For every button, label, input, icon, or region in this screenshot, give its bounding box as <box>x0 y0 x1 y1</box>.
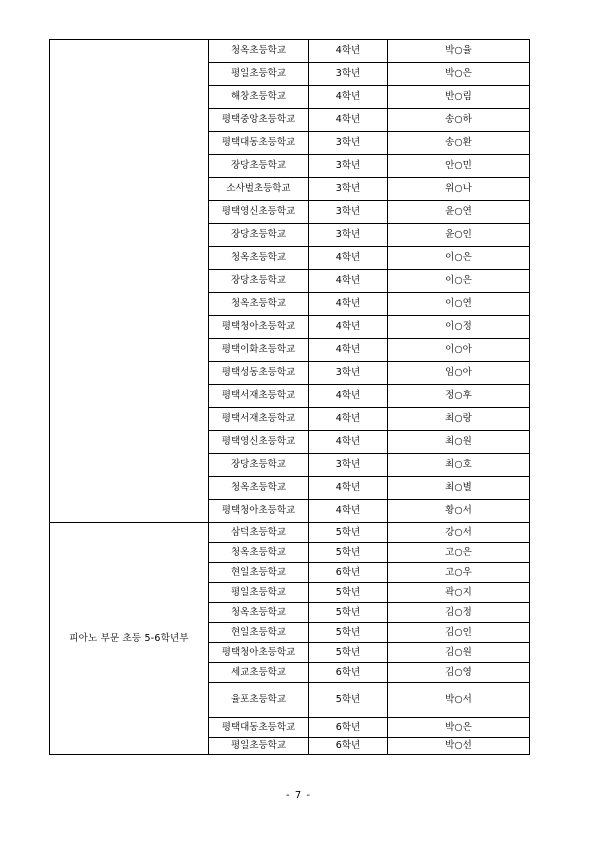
name-cell: 이○정 <box>388 316 530 339</box>
grade-cell: 5학년 <box>309 543 388 563</box>
name-cell: 김○영 <box>388 663 530 683</box>
name-cell: 박○율 <box>388 40 530 63</box>
school-cell: 평일초등학교 <box>209 583 309 603</box>
grade-cell: 6학년 <box>309 738 388 755</box>
name-cell: 곽○지 <box>388 583 530 603</box>
school-cell: 평택청아초등학교 <box>209 500 309 523</box>
school-cell: 삼덕초등학교 <box>209 523 309 543</box>
grade-cell: 4학년 <box>309 247 388 270</box>
grade-cell: 6학년 <box>309 663 388 683</box>
grade-cell: 4학년 <box>309 109 388 132</box>
school-cell: 소사벌초등학교 <box>209 178 309 201</box>
grade-cell: 4학년 <box>309 385 388 408</box>
grade-cell: 3학년 <box>309 454 388 477</box>
school-cell: 장당초등학교 <box>209 155 309 178</box>
school-cell: 평택중앙초등학교 <box>209 109 309 132</box>
school-cell: 평택청아초등학교 <box>209 316 309 339</box>
grade-cell: 3학년 <box>309 178 388 201</box>
grade-cell: 3학년 <box>309 201 388 224</box>
name-cell: 송○환 <box>388 132 530 155</box>
school-cell: 평택대동초등학교 <box>209 132 309 155</box>
school-cell: 율포초등학교 <box>209 683 309 718</box>
table-row <box>50 523 530 543</box>
name-cell: 정○후 <box>388 385 530 408</box>
name-cell: 최○호 <box>388 454 530 477</box>
name-cell: 안○민 <box>388 155 530 178</box>
name-cell: 송○하 <box>388 109 530 132</box>
grade-cell: 3학년 <box>309 63 388 86</box>
name-cell: 황○서 <box>388 500 530 523</box>
grade-cell: 4학년 <box>309 431 388 454</box>
school-cell: 청옥초등학교 <box>209 293 309 316</box>
school-cell: 평택대동초등학교 <box>209 718 309 738</box>
page-number: - 7 - <box>286 790 311 801</box>
name-cell: 김○정 <box>388 603 530 623</box>
grade-cell: 4학년 <box>309 408 388 431</box>
grade-cell: 5학년 <box>309 623 388 643</box>
school-cell: 청옥초등학교 <box>209 543 309 563</box>
award-roster-table <box>49 39 530 755</box>
school-cell: 평택서재초등학교 <box>209 408 309 431</box>
name-cell: 최○별 <box>388 477 530 500</box>
grade-cell: 5학년 <box>309 603 388 623</box>
grade-cell: 4학년 <box>309 40 388 63</box>
school-cell: 평택청아초등학교 <box>209 643 309 663</box>
grade-cell: 4학년 <box>309 477 388 500</box>
name-cell: 이○연 <box>388 293 530 316</box>
school-cell: 평택영신초등학교 <box>209 201 309 224</box>
school-cell: 장당초등학교 <box>209 224 309 247</box>
name-cell: 임○아 <box>388 362 530 385</box>
school-cell: 장당초등학교 <box>209 270 309 293</box>
grade-cell: 4학년 <box>309 500 388 523</box>
name-cell: 최○원 <box>388 431 530 454</box>
school-cell: 평일초등학교 <box>209 738 309 755</box>
grade-cell: 3학년 <box>309 362 388 385</box>
school-cell: 청옥초등학교 <box>209 247 309 270</box>
school-cell: 해창초등학교 <box>209 86 309 109</box>
grade-cell: 3학년 <box>309 155 388 178</box>
name-cell: 고○우 <box>388 563 530 583</box>
grade-cell: 5학년 <box>309 583 388 603</box>
name-cell: 이○아 <box>388 339 530 362</box>
school-cell: 평택이화초등학교 <box>209 339 309 362</box>
name-cell: 이○은 <box>388 247 530 270</box>
grade-cell: 4학년 <box>309 86 388 109</box>
category-cell: 피아노 부문 초등 5-6학년부 <box>50 523 209 755</box>
roster-body <box>50 40 530 755</box>
school-cell: 평택성동초등학교 <box>209 362 309 385</box>
category-cell <box>50 40 209 523</box>
name-cell: 반○림 <box>388 86 530 109</box>
grade-cell: 4학년 <box>309 270 388 293</box>
school-cell: 현일초등학교 <box>209 563 309 583</box>
name-cell: 위○나 <box>388 178 530 201</box>
school-cell: 청옥초등학교 <box>209 477 309 500</box>
grade-cell: 4학년 <box>309 293 388 316</box>
name-cell: 최○랑 <box>388 408 530 431</box>
grade-cell: 3학년 <box>309 224 388 247</box>
name-cell: 윤○연 <box>388 201 530 224</box>
school-cell: 청옥초등학교 <box>209 603 309 623</box>
grade-cell: 4학년 <box>309 316 388 339</box>
school-cell: 세교초등학교 <box>209 663 309 683</box>
grade-cell: 5학년 <box>309 683 388 718</box>
name-cell: 박○선 <box>388 738 530 755</box>
school-cell: 청옥초등학교 <box>209 40 309 63</box>
name-cell: 이○은 <box>388 270 530 293</box>
school-cell: 장당초등학교 <box>209 454 309 477</box>
school-cell: 평택서재초등학교 <box>209 385 309 408</box>
grade-cell: 5학년 <box>309 643 388 663</box>
grade-cell: 3학년 <box>309 132 388 155</box>
name-cell: 박○은 <box>388 63 530 86</box>
name-cell: 윤○인 <box>388 224 530 247</box>
grade-cell: 5학년 <box>309 523 388 543</box>
grade-cell: 6학년 <box>309 563 388 583</box>
name-cell: 박○은 <box>388 718 530 738</box>
name-cell: 박○서 <box>388 683 530 718</box>
grade-cell: 6학년 <box>309 718 388 738</box>
name-cell: 고○은 <box>388 543 530 563</box>
name-cell: 김○인 <box>388 623 530 643</box>
name-cell: 강○서 <box>388 523 530 543</box>
table-row <box>50 40 530 63</box>
grade-cell: 4학년 <box>309 339 388 362</box>
school-cell: 평택영신초등학교 <box>209 431 309 454</box>
school-cell: 평일초등학교 <box>209 63 309 86</box>
school-cell: 현일초등학교 <box>209 623 309 643</box>
name-cell: 김○원 <box>388 643 530 663</box>
